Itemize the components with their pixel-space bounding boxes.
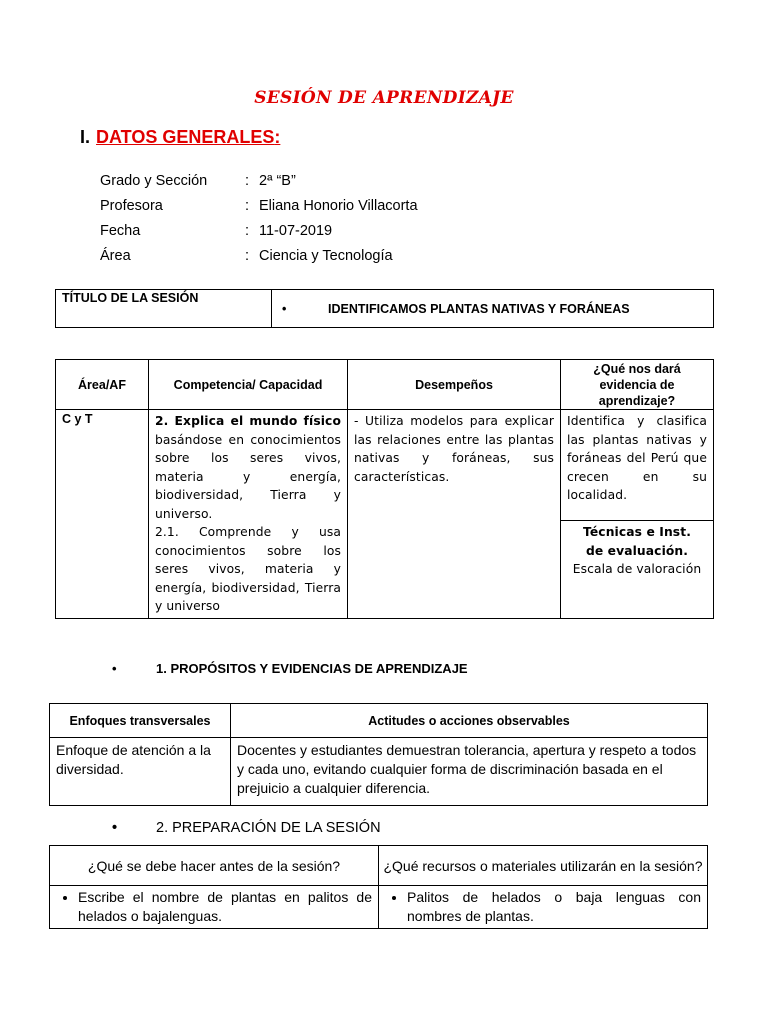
header-enfoques: Enfoques transversales [50,704,231,738]
section-propositos-text: 1. PROPÓSITOS Y EVIDENCIAS DE APRENDIZAJE [156,661,468,676]
header-recursos: ¿Qué recursos o materiales utilizarán en la sesión? [379,846,708,886]
section-preparacion-text: 2. PREPARACIÓN DE LA SESIÓN [156,820,381,836]
section-heading-text: DATOS GENERALES [96,127,275,147]
info-label: Área [100,248,131,264]
info-label: Profesora [100,198,163,214]
antes-item: • Escribe el nombre de plantas en palitos de helados o bajalenguas. [78,888,372,926]
competencia-cell [149,410,348,619]
header-area: Área/AF [56,360,149,410]
section-propositos [112,661,468,676]
info-value: Ciencia y Tecnología [259,248,393,264]
header-evidencia: ¿Qué nos dará evidencia de aprendizaje? [561,360,714,410]
bullet: • [112,820,118,836]
enfoque-cell: Enfoque de atención a la diversidad. [50,738,231,806]
section-heading-colon: : [274,127,281,147]
enfoques-table [49,703,708,806]
recursos-item: • Palitos de helados o baja lenguas con nombres de plantas. [407,888,701,926]
bullet: • [112,661,117,676]
session-title-table [55,289,714,328]
competencia-text: basándose en conocimientos sobre los seres vivos, materia y energía, biodiversidad, Tierra y universo. [155,432,341,521]
area-cell: C y T [56,410,149,619]
info-label: Grado y Sección [100,173,208,189]
info-label: Fecha [100,223,141,239]
preparacion-table [49,845,708,929]
header-desempenos: Desempeños [348,360,561,410]
actitud-cell: Docentes y estudiantes demuestran tolerancia, apertura y respeto a todos y cada uno, evitando cualquier forma de discriminación basada en el prejuicio a cualquier diferencia. [231,738,708,806]
tecnicas-value: Escala de valoración [572,562,702,576]
header-antes: ¿Qué se debe hacer antes de la sesión? [50,846,379,886]
competencia-title: 2. Explica el mundo físico [155,414,341,428]
header-competencia: Competencia/ Capacidad [149,360,348,410]
info-value: Eliana Honorio Villacorta [259,198,418,214]
evidencia-cell: Identifica y clasifica las plantas nativas y foráneas del Perú que crecen en su localidad. [561,410,714,521]
info-row-grado: Grado y Sección : 2ª “B” [100,173,296,189]
session-title-label: TÍTULO DE LA SESIÓN [56,290,272,328]
session-title-cell [272,290,714,328]
section-heading-datos-generales [80,127,280,148]
session-title-value: IDENTIFICAMOS PLANTAS NATIVAS Y FORÁNEAS [328,301,630,316]
competency-table [55,359,714,619]
header-actitudes: Actitudes o acciones observables [231,704,708,738]
bullet: • [282,301,287,316]
antes-cell [50,886,379,929]
capacidad-text: 2.1. Comprende y usa conocimientos sobre los seres vivos, materia y energía, biodiversidad, Tierra y universo [155,525,341,613]
tecnicas-heading: Técnicas e Inst. de evaluación. [583,525,691,558]
tecnicas-cell [561,521,714,619]
info-row-fecha: Fecha : 11-07-2019 [100,223,333,239]
info-row-profesora: Profesora : Eliana Honorio Villacorta [100,198,418,214]
page-title: SESIÓN DE APRENDIZAJE [254,88,514,108]
info-value: 11-07-2019 [259,223,333,239]
recursos-cell [379,886,708,929]
section-numeral: I. [80,127,91,147]
desempeno-cell: - Utiliza modelos para explicar las relaciones entre las plantas nativas y foráneas, sus características. [348,410,561,619]
info-value: 2ª “B” [259,173,296,189]
info-row-area: Área : Ciencia y Tecnología [100,248,393,264]
section-preparacion [112,820,381,836]
